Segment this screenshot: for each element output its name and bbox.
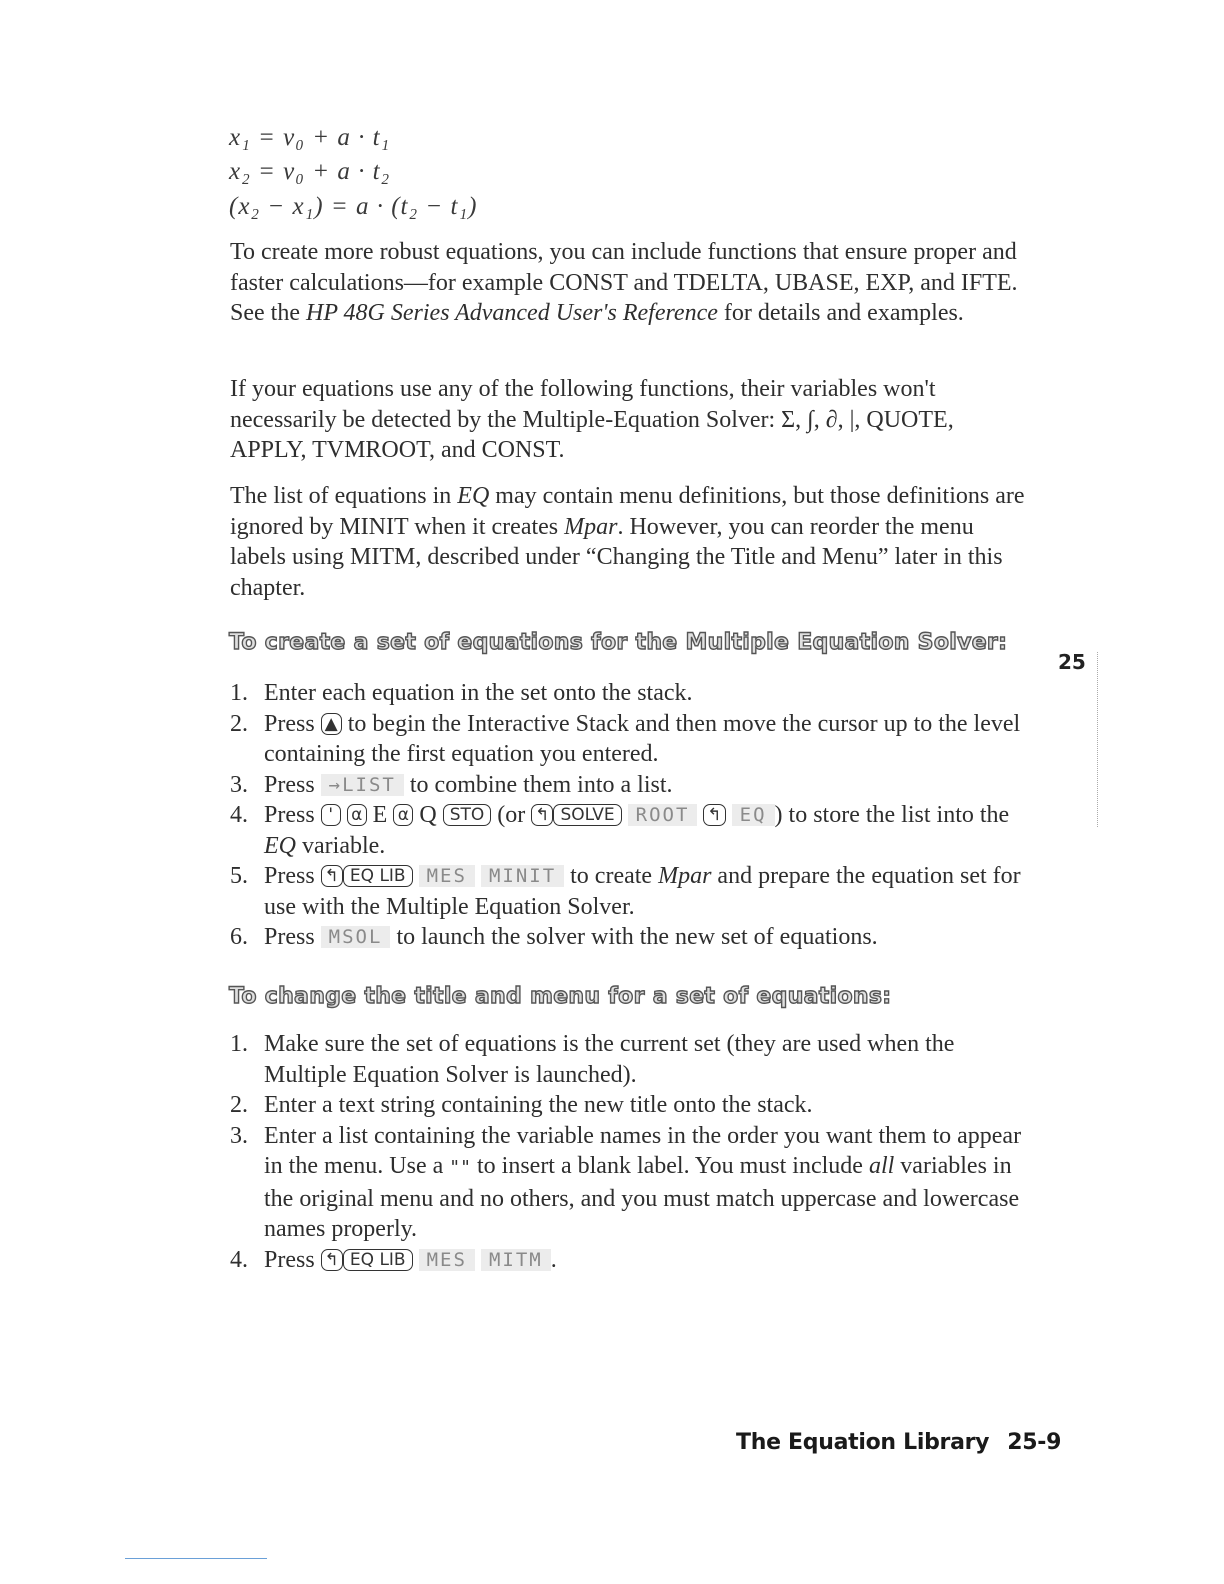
steps-change-title-menu	[230, 1029, 1030, 1275]
steps-create-set	[230, 678, 1030, 953]
softkey-msol: MSOL	[321, 926, 391, 948]
tick-key-icon: '	[321, 804, 341, 826]
paragraph-robust-equations: To create more robust equations, you can include functions that ensure proper and faster calculations—for example CONST and TDELTA, UBASE, EXP, and IFTE. See the HP 48G Series Advanced User's Reference for details and examples.	[230, 239, 1018, 326]
left-shift-key-icon: ↰	[321, 865, 343, 887]
equation-1: x₁ = v₀ + a · t₁	[229, 124, 391, 151]
list-item: 3. Enter a list containing the variable names in the order you want them to appear in the menu. Use a "" to insert a blank label. You must include all variables in the original menu and no others, and you must match uppercase and lowercase names properly.	[230, 1122, 1022, 1242]
alpha-key-icon: α	[393, 804, 413, 826]
list-item: 2. Enter a text string containing the new title onto the stack.	[230, 1092, 813, 1118]
list-item: 1. Make sure the set of equations is the current set (they are used when the Multiple Equation Solver is launched).	[230, 1031, 955, 1088]
softkey-mitm: MITM	[481, 1249, 551, 1271]
left-shift-key-icon: ↰	[703, 804, 725, 826]
softkey-eq: EQ	[732, 804, 775, 826]
paragraph-undetected-functions: If your equations use any of the following functions, their variables won't necessarily be detected by the Multiple-Equation Solver: Σ, ∫, ∂, |, QUOTE, APPLY, TVMROOT, and CONST.	[230, 376, 954, 463]
softkey-list: →LIST	[321, 774, 404, 796]
sto-key-icon: STO	[443, 804, 492, 826]
list-item: 6. Press MSOL to launch the solver with the new set of equations.	[230, 924, 878, 950]
left-shift-key-icon: ↰	[531, 804, 553, 826]
list-item: 3. Press →LIST to combine them into a list.	[230, 771, 673, 798]
equation-3: (x₂ − x₁) = a · (t₂ − t₁)	[229, 193, 478, 220]
page-footer	[736, 1430, 1061, 1455]
heading-create-set: To create a set of equations for the Multiple Equation Solver:	[229, 630, 1008, 655]
eq-lib-key-icon: EQ LIB	[343, 865, 413, 887]
list-item: 2. Press ▲ to begin the Interactive Stack and then move the cursor up to the level containing the first equation you entered.	[230, 710, 1021, 767]
left-shift-key-icon: ↰	[321, 1249, 343, 1271]
page-number: 25-9	[1007, 1430, 1062, 1455]
scan-edge-line	[125, 1558, 267, 1559]
softkey-mes: MES	[419, 1249, 475, 1271]
equation-2: x₂ = v₀ + a · t₂	[229, 158, 391, 185]
list-item: 4. Press ↰ EQ LIB MES MITM .	[230, 1246, 557, 1273]
list-item: 1. Enter each equation in the set onto the stack.	[230, 680, 693, 706]
heading-change-title-menu: To change the title and menu for a set of equations:	[229, 984, 892, 1009]
chapter-tab-divider	[1097, 652, 1099, 827]
list-item: 4. Press ' α E α Q STO (or ↰ SOLVE ROOT ↰ EQ ) to store the list into the EQ variable.	[230, 802, 1010, 859]
paragraph-menu-definitions: The list of equations in EQ may contain menu definitions, but those definitions are ignored by MINIT when it creates Mpar. However, you can reorder the menu labels using MITM, described under “Changing the Title and Menu” later in this chapter.	[230, 483, 1025, 601]
softkey-minit: MINIT	[481, 865, 564, 887]
reference-title: HP 48G Series Advanced User's Reference	[305, 300, 718, 326]
footer-title: The Equation Library	[736, 1430, 990, 1455]
eq-lib-key-icon: EQ LIB	[343, 1249, 413, 1271]
softkey-mes: MES	[419, 865, 475, 887]
chapter-tab: 25	[1058, 650, 1086, 674]
list-item: 5. Press ↰ EQ LIB MES MINIT to create Mpar and prepare the equation set for use with the Multiple Equation Solver.	[230, 863, 1021, 920]
up-arrow-key-icon: ▲	[321, 713, 342, 735]
alpha-key-icon: α	[347, 804, 367, 826]
softkey-root: ROOT	[628, 804, 698, 826]
solve-key-icon: SOLVE	[553, 804, 621, 826]
